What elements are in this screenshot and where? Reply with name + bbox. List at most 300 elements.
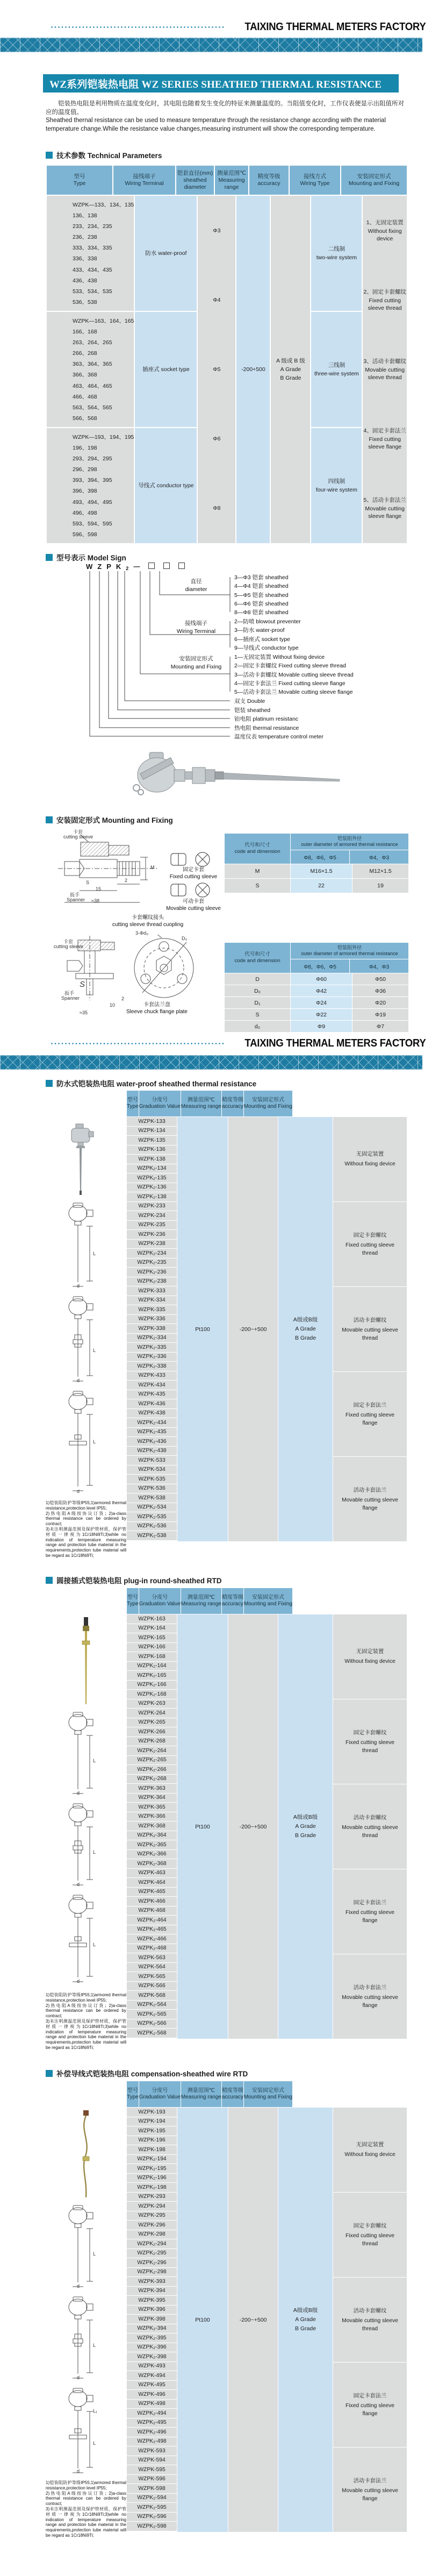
probe-drawing-thread [62,1295,110,1386]
type-line: 493、494、495 [73,499,112,506]
intro-zh: 铠装热电阻是利用物质在温度变化时，其电阻也随着发生变化的特征来测量温度的。当阻值变化时，工作仪表便显示出阻值所对应的温度值。 [46,101,404,116]
mounting-cell: 固定卡套法兰 Fixed cutting sleeve flange [333,1372,407,1456]
sleeve-label-zh: 卡套 [63,939,74,944]
table-row: WZPK-235 [127,1221,177,1230]
option-line: 2—防喷 blowout preventer [234,618,301,625]
table-row: WZPK-164 [127,1624,177,1634]
table-row: WZPK₂-264 [127,1746,177,1756]
tail-label: 铂电阻 platinum resistanc [234,716,299,723]
type-group [47,312,134,427]
type-line: 533、534、535 [73,288,112,295]
table-row: WZPK-265 [127,1718,177,1728]
option-line: 5—Φ5 铠套 sheathed [234,592,289,599]
section-technical-parameters [46,150,162,160]
table-row: WZPK-338 [127,1324,177,1334]
footnotes [46,2480,126,2538]
table-row: WZPK-236 [127,1230,177,1240]
table-body [127,1614,407,2039]
table-row: WZPK-536 [127,1484,177,1494]
mounting-cell [363,196,407,543]
table-row: WZPK₂-266 [127,1765,177,1775]
dim-L: L [93,1348,96,1353]
dotted-rule [51,1043,226,1044]
brand-name: TAIXING THERMAL METERS FACTORY [244,20,426,33]
table-row: WZPK₂-296 [127,2258,177,2268]
option-line: 5—活动卡套法兰 Movable cutting sleeve flange [234,689,353,696]
table-row: WZPK-165 [127,1633,177,1643]
table-row: WZPK-193 [127,2108,177,2117]
footnote-line: 1)铠装阻防护等级IP55;1)armored thermal resistance,protection level IP55; [46,1993,126,2003]
probe-drawing-thread [62,2295,110,2383]
table-row: WZPK₂-134 [127,1164,177,1174]
table-row: WZPK₂-464 [127,1916,177,1925]
table-row: WZPK₂-368 [127,1859,177,1869]
section-title: 技术参数 Technical Parameters [56,152,162,160]
type-line: 363、364、365 [73,361,112,368]
table-row: WZPK₂-265 [127,1756,177,1766]
type-line: 536、538 [73,298,97,305]
table-row: WZPK-398 [127,2315,177,2324]
table-row: WZPK₂-564 [127,2001,177,2010]
range-cell: -200~+500 [228,1117,278,1541]
dim-d: d [77,1979,80,1984]
table-body [47,196,407,543]
table-header [47,166,407,195]
table-row: S Φ22 Φ19 [225,1009,408,1020]
section-title: 型号表示 Model Sign [56,554,126,562]
table-row: WZPK-465 [127,1888,177,1897]
table-row: D₁ Φ24 Φ20 [225,997,408,1008]
type-line: 233、234、235 [73,223,112,230]
table-rows [225,973,408,1032]
dim-L: L [93,1849,96,1855]
mounting-column [363,196,407,543]
table-header [127,1588,407,1614]
table-row: WZPK₂-466 [127,1934,177,1944]
table-header [127,2081,407,2107]
type-line: 596、598 [73,531,97,538]
mounting-cell: 无固定装置 Without fixing device [333,1117,407,1201]
table-row: WZPK-368 [127,1821,177,1831]
diameter-column [198,196,235,543]
diameter-cell [198,196,235,543]
table-row: WZPK₂-436 [127,1437,177,1447]
table-row: WZPK-196 [127,2136,177,2146]
table-row: WZPK-538 [127,1493,177,1503]
code-letter: W [86,563,93,571]
table-body [127,2108,407,2532]
mounting-item: 2、固定卡套螺纹 Fixed cutting sleeve thread [363,288,406,311]
table-row: WZPK-366 [127,1812,177,1822]
terminal-caption: 接线端子 Wiring Terminal [176,620,216,635]
drawing2-caption: 卡套法兰盘 Sleeve chuck flange plate [126,1002,188,1015]
table-row: WZPK-133 [127,1117,177,1127]
table-row: WZPK₂-438 [127,1447,177,1456]
d0-label: D₀ [182,936,188,941]
mounting-item: 3、活动卡套螺纹 Movable cutting sleeve thread [363,358,406,381]
type-column [47,196,134,543]
option-line: 6—Φ6 铠套 sheathed [234,600,289,607]
type-line: 566、568 [73,415,97,422]
dim-L: L [93,2440,96,2446]
dotted-rule [51,26,226,28]
header-cell: 铠装阻外径 outer diameter of armored thermal resistance [291,834,408,850]
mounting-cells [333,1117,407,1541]
table-row: WZPK-436 [127,1399,177,1409]
diameter-value: Φ8 [213,505,221,512]
table-row: WZPK-263 [127,1699,177,1709]
diameter-value: Φ6 [213,436,221,443]
type-group [47,196,134,311]
product-photo [129,749,344,808]
terminal-column [135,196,197,543]
type-line: 136、138 [73,212,97,219]
accuracy-cell: A级或B级 A Grade B Grade [278,1614,333,2039]
table-row: WZPK-396 [127,2305,177,2315]
type-line: 563、564、565 [73,404,112,411]
dim-d: d [77,1489,80,1494]
type-line: 336、338 [73,255,97,262]
header-cell: Φ4，Φ3 [350,959,408,973]
table-row: WZPK-264 [127,1709,177,1718]
header-cell: 型号 Type [127,2081,139,2107]
footnote-line: 1)铠装阻防护等级IP55;1)armored thermal resistance,protection level IP55; [46,1500,126,1511]
intro-paragraph [46,100,405,133]
mounting-cell: 无固定装置 Without fixing device [333,2108,407,2192]
mounting-cell: 固定卡套螺纹 Fixed cutting sleeve thread [333,1202,407,1286]
table-header [225,943,408,973]
header-cell: 型号 Type [127,1091,139,1116]
section-bullet-icon [46,2070,53,2077]
table-row: WZPK-134 [127,1127,177,1136]
table-row: WZPK-595 [127,2465,177,2475]
mounting-item: 4、固定卡套法兰 Fixed cutting sleeve flange [363,428,406,451]
mounting-cell: 固定卡套法兰 Fixed cutting sleeve flange [333,2362,407,2447]
option-line: 4—Φ4 铠套 sheathed [234,583,289,590]
range-column [236,196,270,543]
table-row: WZPK₂-294 [127,2239,177,2249]
dim-s: S [80,980,85,989]
table-row: WZPK-468 [127,1906,177,1916]
type-rows [127,2108,177,2532]
dim-m: M [150,865,155,870]
table-row: D₀ Φ42 Φ36 [225,985,408,997]
tail-label: 热电阻 thermal resistance [234,724,299,731]
sleeve-label-zh: 卡套 [73,829,83,835]
table-row: WZPK₂-434 [127,1418,177,1428]
code-box [163,563,170,569]
mounting-options [234,653,354,696]
graduation-cell: Pt100 [177,2108,228,2532]
code-letter: K [116,563,121,571]
table-row: WZPK₂-236 [127,1268,177,1277]
header-cell: 测量范围℃ Measuring range [181,1588,221,1614]
table-row: WZPK₂-495 [127,2418,177,2428]
dim-2: 2 [121,996,125,1001]
table-row: WZPK₂-198 [127,2183,177,2193]
table-row: WZPK-334 [127,1296,177,1306]
footnote-line: 1)铠装阻防护等级IP55;1)armored thermal resistance,protection level IP55; [46,2480,126,2490]
dim-d: d [77,2283,80,2289]
dim-d: d [77,2375,80,2380]
waterproof-table [127,1091,407,1541]
table-row: WZPK₂-566 [127,2019,177,2029]
type-line: 496、498 [73,509,97,516]
table-row: WZPK-534 [127,1465,177,1475]
wiring-cell: 二线制 two-wire system [311,196,362,311]
plugin-margin-figures [46,1614,126,1990]
dim-L: L [93,1758,96,1763]
mounting-cell: 活动卡套法兰 Movable cutting sleeve flange [333,1954,407,2039]
mounting-cells [333,1614,407,2039]
type-line: 333、334、335 [73,245,112,252]
option-line: 6—插座式 socket type [234,636,290,643]
dim-38: ≈38 [91,898,99,903]
header-cell: 分度号 Graduation Value [139,1588,181,1614]
mounting-caption: 安装固定形式 Mounting and Fixing [170,656,222,670]
table-row: WZPK-295 [127,2211,177,2221]
dim-L: L [93,2343,96,2348]
type-group [47,428,134,543]
section-bullet-icon [46,152,53,159]
type-line: 436、438 [73,277,97,284]
section-mounting-fixing [46,814,173,825]
header-cell: 安装固定形式 Mounting and Fixing [244,1588,292,1614]
table-row: WZPK₂-336 [127,1353,177,1362]
table-row: WZPK-298 [127,2230,177,2240]
code-letter: Z [97,563,102,571]
mounting-cells [333,2108,407,2532]
table-row: WZPK-493 [127,2362,177,2372]
table-row: D Φ60 Φ50 [225,973,408,985]
mounting-item: 5、活动卡套法兰 Movable cutting sleeve flange [363,497,406,520]
header-cell: 分度号 Graduation Value [139,1091,181,1116]
table-row: WZPK₂-196 [127,2174,177,2183]
table-row: WZPK-136 [127,1145,177,1155]
page-header [51,1037,426,1050]
terminal-cell: 防水 water-proof [135,196,197,311]
table-row: WZPK-233 [127,1202,177,1212]
table-row: WZPK₂-165 [127,1671,177,1681]
type-line: WZPK—193、194、195 [73,434,134,441]
table-row: WZPK₂-534 [127,1503,177,1513]
dim-d: d [77,1378,80,1383]
probe-drawing-flange [62,1390,110,1496]
sleeve-label-en: cutting sleeve [54,944,84,949]
table-row: WZPK₂-338 [127,1362,177,1371]
table-row: WZPK-496 [127,2390,177,2400]
mounting-cell: 无固定装置 Without fixing device [333,1614,407,1699]
option-line: 4—固定卡套法兰 Fixed cutting sleeve flange [234,680,346,687]
table-row: WZPK₂-366 [127,1850,177,1860]
diameter-value: Φ5 [213,366,221,373]
header-cell: Φ4，Φ3 [350,850,408,864]
flange-dimension-table [225,943,408,1032]
code-box [148,563,155,569]
header-cell: 安装固定形式 Mounting and Fixing [244,2081,292,2107]
table-row: WZPK-598 [127,2484,177,2494]
type-line: WZPK—133、134、135 [73,202,134,209]
dim-L: L [93,1942,96,1947]
tail-label: 双支 Double [234,698,265,705]
type-line: 396、398 [73,488,97,495]
header-cell: 接线方式 Wiring Type [290,166,340,195]
option-line: 1—无固定装置 Without fixing device [234,654,325,660]
type-line: 236、238 [73,234,97,241]
sleeve-label-en: cutting sleeve [63,834,93,839]
table-row: WZPK₂-394 [127,2324,177,2334]
table-row: WZPK-593 [127,2446,177,2456]
table-row: WZPK₂-364 [127,1831,177,1841]
dim-d: d [77,2468,80,2474]
type-rows [127,1614,177,2039]
mounting-cell: 固定卡套螺纹 Fixed cutting sleeve thread [333,1699,407,1784]
probe-drawing-flange [62,1894,110,1986]
option-line: 8—Φ8 铠套 sheathed [234,609,289,616]
header-cell: 代号和尺寸 code and dimension [225,943,290,973]
header-cell: 测量范围℃ Measuring range [215,166,248,195]
table-row: WZPK₂-498 [127,2437,177,2447]
table-row: WZPK₂-298 [127,2268,177,2278]
table-body [127,1117,407,1541]
spanner-label-en: Spanner [61,995,80,1001]
type-line: 466、468 [73,393,97,400]
section-bullet-icon [46,816,53,823]
table-row: WZPK-296 [127,2221,177,2230]
type-rows [127,1117,177,1541]
table-row: d₀ Φ9 Φ7 [225,1021,408,1032]
table-row: WZPK₂-238 [127,1277,177,1287]
option-line: 3—Φ3 铠套 sheathed [234,574,289,581]
header-cell: 精度等级 accuracy [222,1091,243,1116]
table-row: WZPK₂-138 [127,1192,177,1202]
dim-d: d [77,1790,80,1796]
table-rows [225,864,408,893]
header-cell: 铠装阻外径 outer diameter of armored thermal resistance [291,943,408,959]
dim-L1: L₁ [93,2408,98,2414]
type-line: 196、198 [73,445,97,452]
accuracy-cell: A级或B级 A Grade B Grade [278,1117,333,1541]
type-line: 166、168 [73,329,97,336]
terminal-cell: 导线式 conductor type [135,428,197,543]
section-bullet-icon [46,1577,53,1584]
dim-d: d [77,1882,80,1887]
section-title: 防水式铠装热电阻 water-proof sheathed thermal resistance [56,1080,257,1088]
table-row: WZPK₂-565 [127,2010,177,2019]
table-row: WZPK-533 [127,1456,177,1465]
mounting-cell: 活动卡套法兰 Movable cutting sleeve flange [333,1457,407,1541]
table-row: WZPK-394 [127,2287,177,2296]
diameter-options [234,573,289,617]
table-row: M M16×1.5 M12×1.5 [225,864,408,878]
tail-label: 温度仪表 temperature control meter [234,734,323,741]
table-row: WZPK-194 [127,2117,177,2127]
table-row: WZPK₂-468 [127,1944,177,1954]
table-row: WZPK-463 [127,1869,177,1878]
range-cell: -200+500 [236,196,270,543]
probe-drawing-plain [62,2204,110,2292]
brand-name: TAIXING THERMAL METERS FACTORY [244,1037,426,1049]
probe-drawing-flange [62,2387,110,2477]
waterproof-margin-figures [46,1116,126,1499]
table-row: WZPK-565 [127,1972,177,1982]
intro-en: Sheathed thernal resistance can be used to measure temperature through the resistance change according with the material temperature change.While the resistance value changes,measuring instrument will show the corresponding temperature. [46,117,386,132]
section-title: 安装固定形式 Mounting and Fixing [56,816,173,824]
table-row: WZPK-268 [127,1737,177,1747]
table-row: WZPK-293 [127,2193,177,2202]
table-row: WZPK₂-235 [127,1258,177,1268]
wiring-column [311,196,362,543]
fixed-sleeve-caption: 固定卡套 Fixed cutting sleeve [169,867,218,880]
footnote-line: 3)未注明测温范围及保护管材质，保护管材质一律视为1Cr18Ni9Ti;3)while no indication of temperature measuring range and protection tube material in the requirements,protection tube material will be regard as 1Cr18Ni9Ti; [46,2506,126,2538]
table-row: WZPK₂-398 [127,2352,177,2362]
table-row: WZPK₂-396 [127,2343,177,2353]
mounting-item: 1、无固定装置 Without fixing device [366,219,404,242]
header-cell: Φ8，Φ6，Φ5 [291,959,349,973]
header-cell: 代号和尺寸 code and dimension [225,834,290,864]
code-tail-labels [234,697,323,742]
accuracy-cell: A 级或 B 级 A Grade B Grade [271,196,310,543]
wiring-cell: 四线制 four-wire system [311,428,362,543]
diameter-caption: 直径 diameter [185,578,207,593]
table-row: WZPK₂-595 [127,2503,177,2513]
type-line: WZPK—163、164、165 [73,318,134,325]
header-cell: 型号 Type [47,166,112,195]
header-cell: 精度等级 accuracy [222,2081,243,2107]
table-row: WZPK-135 [127,1136,177,1145]
table-row: WZPK-234 [127,1211,177,1221]
table-row: WZPK₂-365 [127,1840,177,1850]
header-cell: 测量范围℃ Measuring range [181,1091,221,1116]
table-row: WZPK-464 [127,1878,177,1888]
table-row: WZPK₂-136 [127,1183,177,1193]
type-line: 296、298 [73,466,97,473]
option-line: 2—固定卡套螺纹 Fixed cutting sleeve thread [234,663,346,670]
footnote-line: 3)未注明测温范围及保护管材质，保护管材质一律视为1Cr18Ni9Ti;3)while no indication of temperature measuring range and protection tube material in the requirements,protection tube material will be regard as 1Cr18Ni9Ti; [46,2018,126,2050]
tail-label: 铠装 sheathed [234,707,271,714]
accuracy-cell: A级或B级 A Grade B Grade [278,2108,333,2532]
technical-parameters-table [47,166,407,543]
type-line: 463、464、465 [73,382,112,389]
table-row: WZPK₂-168 [127,1690,177,1699]
table-row: WZPK₂-234 [127,1249,177,1258]
table-row: WZPK-433 [127,1371,177,1381]
spanner-label-zh: 扳手 [70,892,80,898]
table-row: WZPK₂-334 [127,1334,177,1343]
table-row: WZPK₂-496 [127,2428,177,2437]
option-line: 9—导线式 conductor type [234,644,299,651]
header-cell: 铠套直径(mm) sheathed diameter [176,166,214,195]
graduation-cell: Pt100 [177,1117,228,1541]
table-row: WZPK-563 [127,1953,177,1963]
table-row: WZPK-438 [127,1409,177,1419]
range-cell: -200~+500 [228,1614,278,2039]
header-cell: 测量范围℃ Measuring range [181,2081,221,2107]
table-row: WZPK-163 [127,1614,177,1624]
table-row: WZPK-566 [127,1982,177,1991]
table-row: WZPK-364 [127,1794,177,1803]
table-row: WZPK-495 [127,2381,177,2390]
dim-15: 15 [96,886,102,892]
diameter-value: Φ4 [213,296,221,303]
table-row: WZPK-393 [127,2277,177,2287]
table-row: WZPK₂-494 [127,2409,177,2418]
terminal-options [234,617,301,652]
table-row: WZPK-363 [127,1784,177,1794]
table-row: WZPK-333 [127,1286,177,1296]
code-box [178,563,185,569]
type-line: 266、268 [73,350,97,357]
